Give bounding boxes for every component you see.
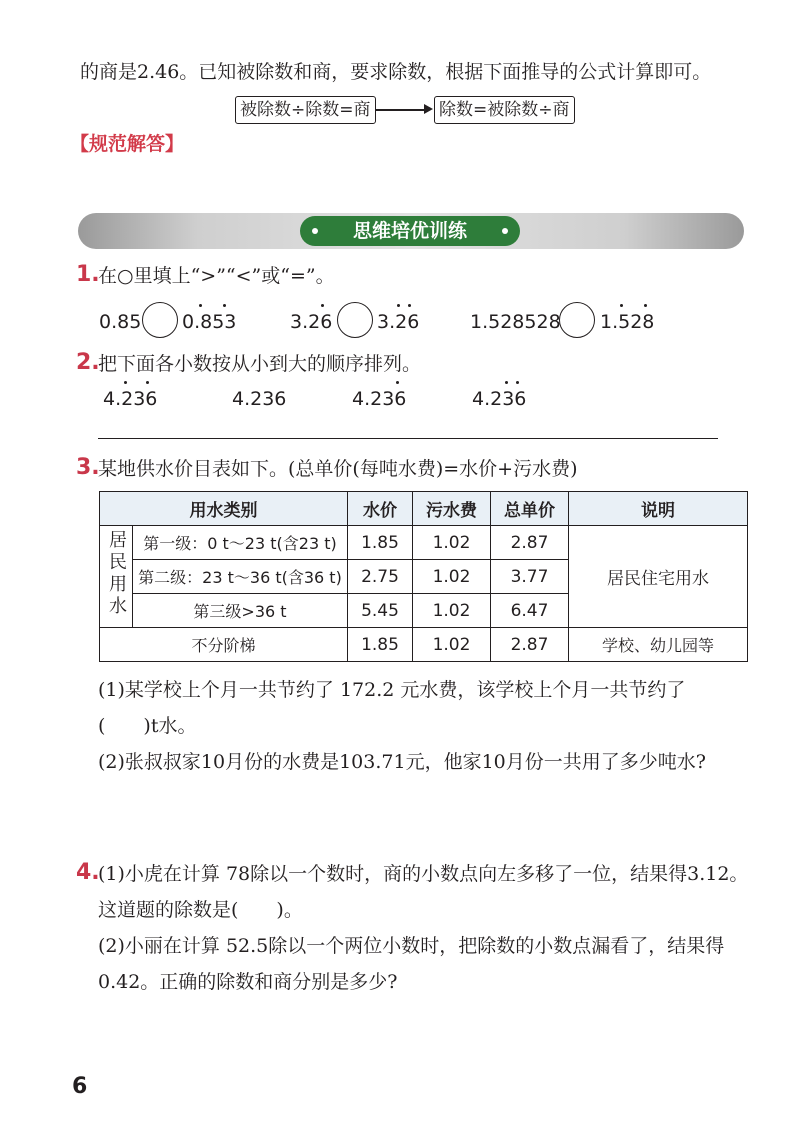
water-price-table: [99, 491, 748, 662]
q2-number: 4.236: [472, 388, 527, 410]
formula-left-box: 被除数÷除数=商: [235, 96, 376, 124]
sewage-cell: 1.02: [413, 560, 491, 594]
water-cell: 1.85: [348, 628, 413, 662]
q3-sub1-line1: (1)某学校上个月一共节约了 172.2 元水费，该学校上个月一共节约了: [98, 679, 686, 701]
answer-line[interactable]: [98, 438, 718, 439]
repeat-dot: [408, 304, 411, 307]
arrow-icon: [424, 104, 433, 114]
q1-right-number: 0.853: [182, 311, 237, 333]
formula-right-box: 除数=被除数÷商: [434, 96, 575, 124]
category-cell: 不分阶梯: [100, 628, 348, 662]
total-cell: 6.47: [491, 594, 569, 628]
header-sewage: 污水费: [413, 492, 491, 526]
q3-sub2: (2)张叔叔家10月份的水费是103.71元，他家10月份一共用了多少吨水?: [98, 751, 706, 773]
group-label-cell: [100, 526, 133, 628]
page-number: 6: [72, 1074, 88, 1099]
total-cell: 2.87: [491, 628, 569, 662]
repeat-dot: [516, 381, 519, 384]
water-cell: 1.85: [348, 526, 413, 560]
question-number: 4.: [76, 860, 100, 885]
water-cell: 5.45: [348, 594, 413, 628]
q4-sub1-line2[interactable]: 这道题的除数是( )。: [98, 899, 303, 921]
table-header-row: [100, 492, 748, 526]
q1-left-number: 1.528528: [470, 311, 561, 333]
q1-left-number: 0.85: [99, 311, 142, 333]
q4-sub1-line1: (1)小虎在计算 78除以一个数时，商的小数点向左多移了一位，结果得3.12。: [98, 863, 749, 885]
answer-circle[interactable]: [559, 302, 595, 338]
category-cell: 第三级>36 t: [133, 594, 348, 628]
answer-circle[interactable]: [142, 302, 178, 338]
dot-icon: [502, 228, 508, 234]
repeat-dot: [223, 304, 226, 307]
q2-number: 4.236: [352, 388, 407, 410]
q3-sub1-line2[interactable]: ( )t水。: [98, 715, 197, 737]
banner-title: 思维培优训练: [352, 220, 467, 242]
repeat-dot: [124, 381, 127, 384]
banner-title-pill: [300, 216, 520, 246]
sewage-cell: 1.02: [413, 628, 491, 662]
header-note: 说明: [569, 492, 748, 526]
answer-header: 【规范解答】: [70, 133, 185, 155]
table-row: [100, 628, 748, 662]
repeat-dot: [396, 381, 399, 384]
header-category: 用水类别: [100, 492, 348, 526]
total-cell: 2.87: [491, 526, 569, 560]
table-row: [100, 526, 748, 560]
question-number: 2.: [76, 350, 100, 375]
question-prompt: 某地供水价目表如下。(总单价(每吨水费)=水价+污水费): [98, 458, 578, 480]
q1-right-number: 3.26: [377, 311, 420, 333]
q2-number: 4.236: [232, 388, 287, 410]
intro-line: 的商是2.46。已知被除数和商，要求除数，根据下面推导的公式计算即可。: [80, 61, 712, 83]
question-number: 1.: [76, 262, 100, 287]
repeat-dot: [644, 304, 647, 307]
group-label: 居民用水: [106, 530, 127, 618]
repeat-dot: [505, 381, 508, 384]
dot-icon: [312, 228, 318, 234]
sewage-cell: 1.02: [413, 594, 491, 628]
question-prompt: 把下面各小数按从小到大的顺序排列。: [98, 353, 422, 375]
q1-left-number: 3.26: [290, 311, 333, 333]
note-cell: 居民住宅用水: [569, 526, 748, 628]
header-total: 总单价: [491, 492, 569, 526]
question-number: 3.: [76, 455, 100, 480]
category-cell: 第二级：23 t～36 t(含36 t): [133, 560, 348, 594]
repeat-dot: [620, 304, 623, 307]
water-cell: 2.75: [348, 560, 413, 594]
repeat-dot: [199, 304, 202, 307]
repeat-dot: [397, 304, 400, 307]
sewage-cell: 1.02: [413, 526, 491, 560]
answer-circle[interactable]: [337, 302, 373, 338]
arrow-line: [375, 109, 427, 111]
q4-sub2-line1: (2)小丽在计算 52.5除以一个两位小数时，把除数的小数点漏看了，结果得: [98, 935, 725, 957]
q1-right-number: 1.528: [600, 311, 655, 333]
note-cell: 学校、幼儿园等: [569, 628, 748, 662]
total-cell: 3.77: [491, 560, 569, 594]
q2-number: 4.236: [103, 388, 158, 410]
header-water: 水价: [348, 492, 413, 526]
repeat-dot: [321, 304, 324, 307]
q4-sub2-line2: 0.42。正确的除数和商分别是多少?: [98, 971, 398, 993]
category-cell: 第一级：0 t～23 t(含23 t): [133, 526, 348, 560]
repeat-dot: [146, 381, 149, 384]
question-prompt: 在○里填上“>”“<”或“=”。: [98, 265, 335, 287]
